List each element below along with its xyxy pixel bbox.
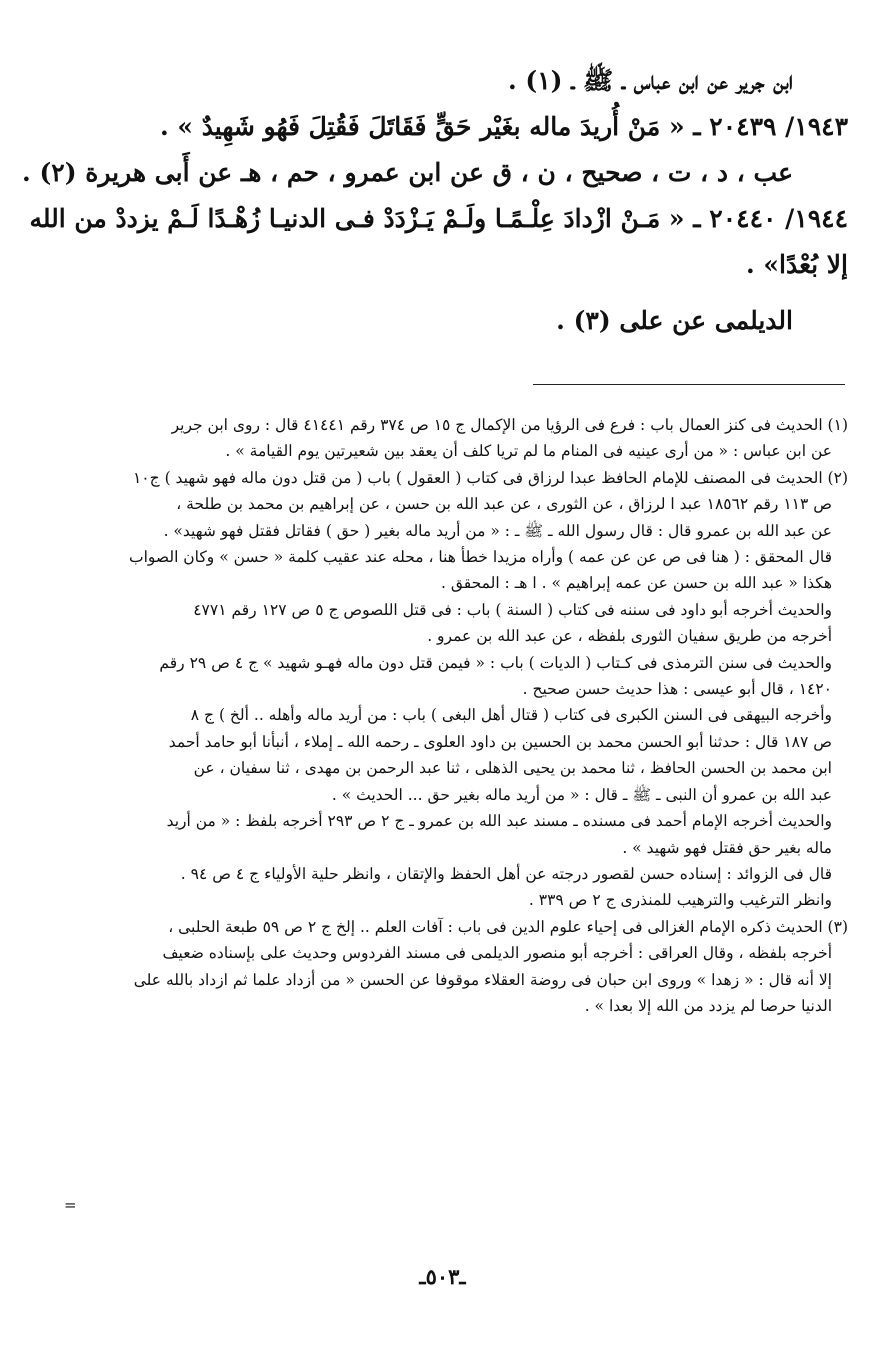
footnote-2: (٢) الحديث فى المصنف للإمام الحافظ عبدا لرزاق فى كتاب ( العقول ) باب ( من قتل دون ماله فهو شهيد ) ج١٠ <box>132 468 848 487</box>
footnote-line: هكذا « عبد الله بن حسن عن عمه إبراهيم » . ا هـ : المحقق . <box>441 574 832 593</box>
footnote-line: عن ابن عباس : « من أرى عينيه فى المنام ما لم تريا كلف أن يعقد بين شعيرتين يوم القيامة » . <box>225 442 832 461</box>
footnote-line: الدنيا حرصا لم يزدد من الله إلا بعدا » . <box>584 996 832 1015</box>
footnote-line: ابن محمد بن الحسن الحافظ ، ثنا محمد بن يحيى الذهلى ، ثنا عبد الرحمن بن مهدى ، ثنا سفيان ، عن <box>193 759 832 778</box>
footnote-line: ص ١٨٧ قال : حدثنا أبو الحسن محمد بن الحسين بن داود العلوى ـ رحمه الله ـ إملاء ، أنبأنا أبو حامد أحمد <box>168 732 832 751</box>
footnote-3: (٣) الحديث ذكره الإمام الغزالى فى إحياء علوم الدين فى باب : آفات العلم .. إلخ ج ٢ ص ٥٩ طبعة الحلبى ، <box>168 917 848 936</box>
main-line: إلا بُعْدًا» . <box>745 250 848 279</box>
footnote-line: عبد الله بن عمرو أن النبى ـ ﷺ ـ قال : « من أريد ماله بغير حق ... الحديث » . <box>331 785 832 804</box>
main-line: ابن جرير عن ابن عباس ـ ﷺ ـ (١) . <box>507 66 793 95</box>
footnote-line: ص ١١٣ رقم ١٨٥٦٢ عبد ا لرزاق ، عن الثورى ، عن عبد الله بن حسن ، عن إبراهيم بن محمد بن طلحة ، <box>176 495 832 514</box>
footnote-line: ماله بغير حق فقتل فهو شهيد » . <box>622 838 832 857</box>
hadith-1944: ١٩٤٤/ ٢٠٤٤٠ ـ « مَـنْ ازْدادَ عِلْـمًـا ولَـمْ يَـزْدَدْ فـى الدنيـا زُهْـدًا لَـمْ يزددْ من الله <box>29 204 848 233</box>
footnote-line: إلا أنه قال : « زهدا » وروى ابن حبان فى روضة العقلاء موقوفا عن الحسن « من أزداد علما ثم ازداد بالله على <box>133 970 832 989</box>
hadith-1943: ١٩٤٣/ ٢٠٤٣٩ ـ « مَنْ أُريدَ ماله بغَيْر حَقٍّ فَقَاتَلَ فَقُتِلَ فَهُو شَهِيدٌ » . <box>159 112 848 141</box>
footnote-line: أخرجه بلفظه ، وقال العراقى : أخرجه أبو منصور الديلمى فى مسند الفردوس وحديث على بإسناده ضعيف <box>162 944 832 963</box>
footnotes <box>40 412 848 1019</box>
footnote-separator <box>533 384 845 385</box>
footnote-line: قال فى الزوائد : إسناده حسن لقصور درجته عن أهل الحفظ والإتقان ، وانظر حلية الأولياء ج ٤ ص ٩٤ . <box>180 864 832 883</box>
footnote-line: ١٤٢٠ ، قال أبو عيسى : هذا حديث حسن صحيح . <box>522 680 832 699</box>
page-number: ـ٥٠٣ـ <box>419 1264 466 1289</box>
main-text <box>22 58 848 344</box>
footnote-line: أخرجه من طريق سفيان الثورى بلفظه ، عن عبد الله بن عمرو . <box>427 627 832 646</box>
main-line: عب ، د ، ت ، صحيح ، ن ، ق عن ابن عمرو ، حم ، هـ عن أَبى هريرة (٢) . <box>22 158 793 187</box>
continuation-mark: = <box>64 1196 77 1214</box>
footnote-line: قال المحقق : ( هنا فى ص عن عن عمه ) وأراه مزيدا خطأ هنا ، محله عند عقيب كلمة « حسن » وكان الصواب <box>129 548 832 567</box>
footnote-line: والحديث فى سنن الترمذى فى كـتاب ( الديات ) باب : « فيمن قتل دون ماله فهـو شهيد » ج ٤ ص ٢٩ رقم <box>159 653 832 672</box>
footnote-line: وانظر الترغيب والترهيب للمنذرى ج ٢ ص ٣٣٩ . <box>528 891 832 910</box>
footnote-1: (١) الحديث فى كنز العمال باب : فرع فى الرؤيا من الإكمال ج ١٥ ص ٣٧٤ رقم ٤١٤٤١ قال : روى ابن جرير <box>171 416 848 434</box>
footnote-line: وأخرجه البيهقى فى السنن الكبرى فى كتاب ( قتال أهل البغى ) باب : من أريد ماله وأهله .. ألخ ) ج ٨ <box>190 706 832 725</box>
footnote-line: والحديث أخرجه الإمام أحمد فى مسنده ـ مسند عبد الله بن عمرو ـ ج ٢ ص ٢٩٣ أخرجه بلفظ : « من أريد <box>166 812 832 831</box>
footnote-line: والحديث أخرجه أبو داود فى سننه فى كتاب ( السنة ) باب : فى قتل اللصوص ج ٥ ص ١٢٧ رقم ٤٧٧١ <box>193 600 832 619</box>
main-line: الديلمى عن على (٣) . <box>556 306 793 335</box>
footnote-line: عن عبد الله بن عمرو قال : قال رسول الله ـ ﷺ ـ : « من أريد ماله بغير ( حق ) فقاتل فقتل فهو شهيد» . <box>163 521 832 540</box>
